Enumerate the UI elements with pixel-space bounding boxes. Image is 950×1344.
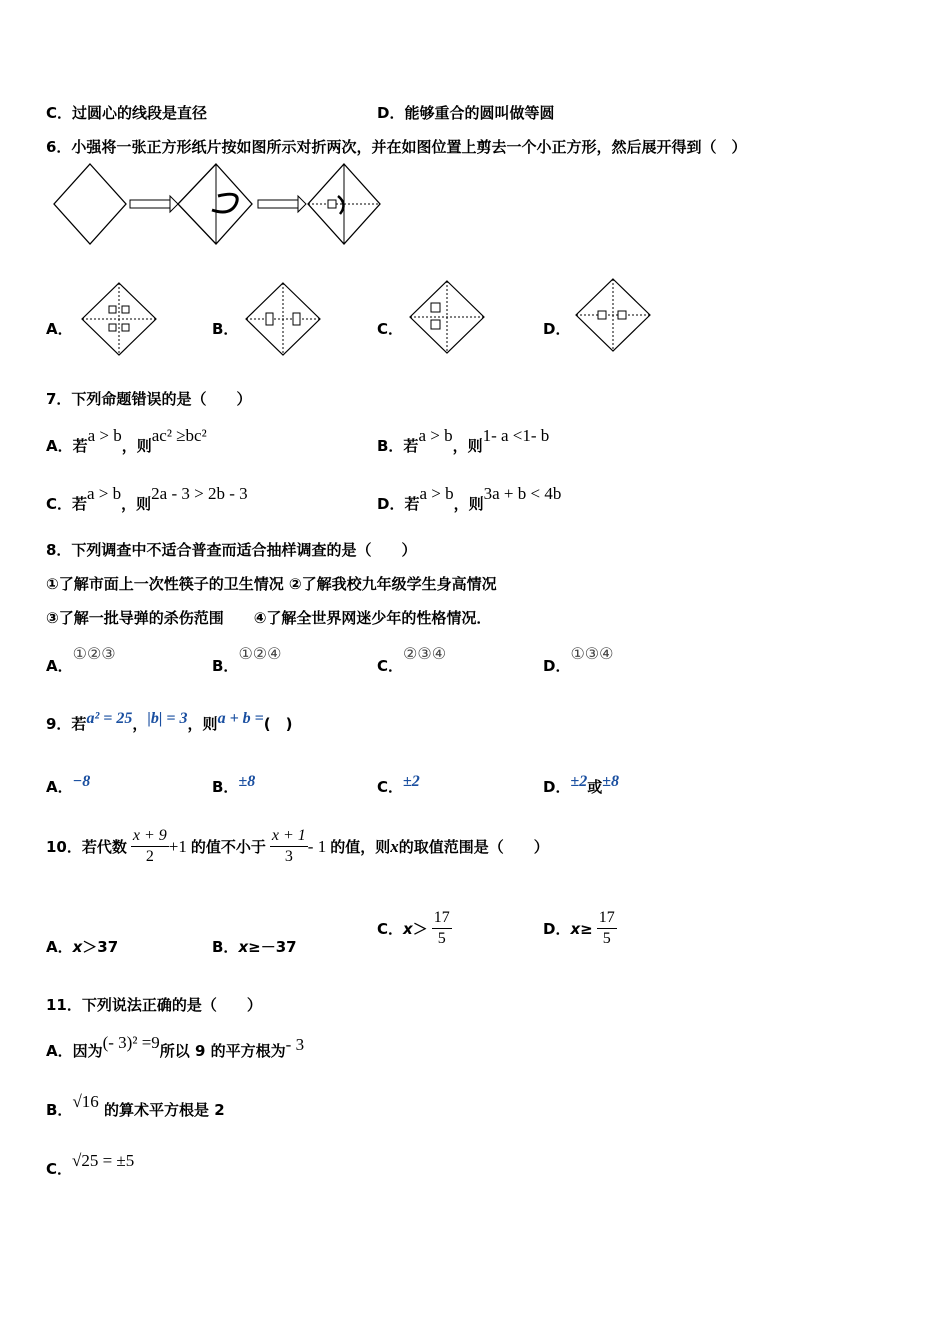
q6-option-b-label: B． (212, 320, 239, 338)
q11-stem: 11．下列说法正确的是（ ） (46, 996, 262, 1014)
q8-option-d: D．①③④ (543, 646, 614, 675)
q8-item-line-1: ①了解市面上一次性筷子的卫生情况 ②了解我校九年级学生身高情况 (46, 575, 497, 593)
q9-option-b: B．±8 (212, 773, 256, 796)
q10-option-d: D． x ≥ $\frac{17}{5}$ (543, 909, 615, 947)
q6-option-d-figure (572, 276, 654, 354)
q7-option-d: D．若a > b，则3a + b < 4b (377, 484, 562, 513)
q10-option-a: A．x＞37 (46, 938, 119, 956)
q8-option-c: C．②③④ (377, 646, 447, 675)
q8-stem: 8．下列调查中不适合普查而适合抽样调查的是（ ） (46, 541, 417, 559)
q7-stem: 7．下列命题错误的是（ ） (46, 390, 252, 408)
q11-option-a: A．因为(- 3)² =9所以 9 的平方根为- 3 (46, 1033, 305, 1060)
q9-option-c: C．±2 (377, 773, 420, 796)
q8-option-a: A．①②③ (46, 646, 116, 675)
q9-option-a: A．−8 (46, 773, 91, 796)
q7-option-c: C．若a > b，则2a - 3 > 2b - 3 (46, 484, 248, 513)
q8-item-line-2: ③了解一批导弹的杀伤范围 ④了解全世界网迷少年的性格情况． (46, 609, 492, 627)
q6-option-b-figure (242, 280, 324, 358)
q10-fraction-1: $\frac{x + 9}{2}$ (132, 827, 167, 865)
q5-option-d: D．能够重合的圆叫做等圆 (377, 104, 555, 122)
q10-option-b: B．x≥－37 (212, 938, 297, 956)
q6-option-d-label: D． (543, 320, 571, 338)
q5-option-c: C．过圆心的线段是直径 (46, 104, 208, 122)
q6-stem: 6．小强将一张正方形纸片按如图所示对折两次，并在如图位置上剪去一个小正方形，然后展开得到（ ） (46, 138, 747, 156)
q10-stem: 10．若代数 $\frac{x + 9}{2}$ +1 的值不小于 $\frac{x + 1}{3}$ - 1 的值，则 x 的取值范围是（ ） (46, 827, 549, 865)
q10-option-c: C． x ＞ $\frac{17}{5}$ (377, 909, 450, 947)
q6-option-a-figure (78, 280, 160, 358)
q6-option-a-label: A． (46, 320, 73, 338)
q10-fraction-2: $\frac{x + 1}{3}$ (271, 827, 306, 865)
q11-option-b: B．√16 的算术平方根是 2 (46, 1092, 225, 1119)
q7-option-a: A．若a > b，则ac² ≥bc² (46, 426, 207, 455)
q9-option-d: D．±2或±8 (543, 773, 620, 796)
q6-option-c-label: C． (377, 320, 404, 338)
q11-option-c: C．√25 = ±5 (46, 1151, 135, 1178)
q8-option-b: B．①②④ (212, 646, 282, 675)
folding-process-figure (46, 160, 386, 250)
q6-option-c-figure (406, 278, 488, 356)
q9-stem: 9．若a² = 25，|b| = 3，则a + b =( ) (46, 710, 293, 733)
q7-option-b: B．若a > b，则1- a <1- b (377, 426, 550, 455)
